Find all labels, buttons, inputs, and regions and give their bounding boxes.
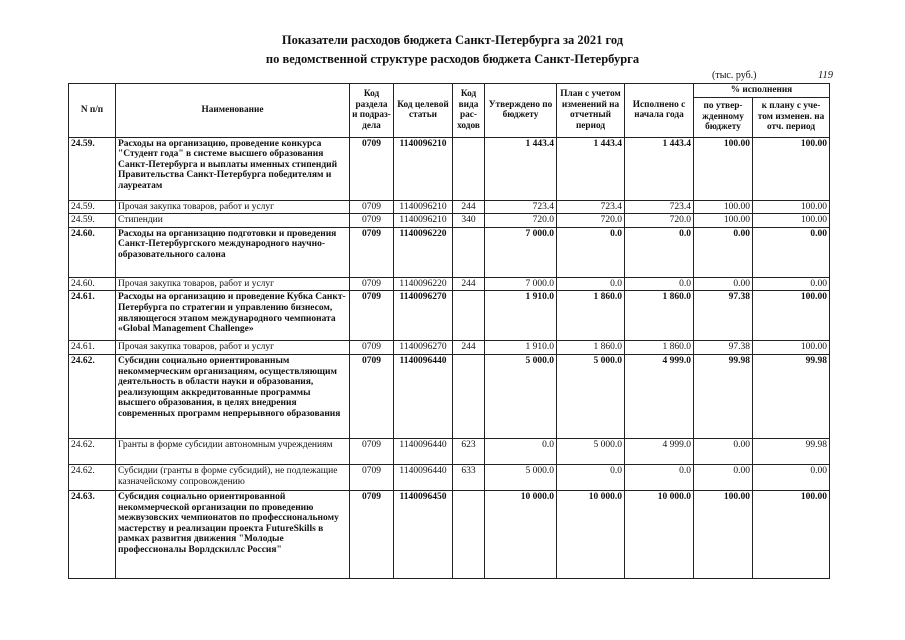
row-pct-budget: 100.00 bbox=[694, 214, 753, 228]
row-vid: 244 bbox=[453, 341, 485, 355]
row-cs: 1140096210 bbox=[394, 200, 453, 214]
row-num: 24.62. bbox=[69, 354, 116, 438]
header-done: Исполнено с начала года bbox=[625, 84, 694, 138]
row-pct-plan: 100.00 bbox=[753, 214, 830, 228]
row-razdel: 0709 bbox=[350, 200, 394, 214]
row-done: 4 999.0 bbox=[625, 438, 694, 464]
units-label: (тыс. руб.) bbox=[712, 70, 757, 81]
header-pct-plan: к плану с уче-том изменен. на отч. период bbox=[753, 97, 830, 137]
row-done: 4 999.0 bbox=[625, 354, 694, 438]
row-num: 24.62. bbox=[69, 464, 116, 490]
row-done: 723.4 bbox=[625, 200, 694, 214]
header-plan: План с учетом изменений на отчетный период bbox=[557, 84, 625, 138]
budget-table bbox=[68, 83, 830, 579]
row-plan: 0.0 bbox=[557, 464, 625, 490]
table-row bbox=[69, 137, 830, 200]
header-pct: % исполнения bbox=[694, 84, 830, 98]
header-cs: Код целевой статьи bbox=[394, 84, 453, 138]
row-cs: 1140096450 bbox=[394, 490, 453, 578]
row-name: Расходы на организацию и проведение Кубка Санкт-Петербурга по стратегии и управлению бизнесом, являющегося этапом международного чемпионата «Global Management Challenge» bbox=[116, 291, 350, 341]
row-razdel: 0709 bbox=[350, 214, 394, 228]
row-vid bbox=[453, 354, 485, 438]
row-pct-plan: 99.98 bbox=[753, 438, 830, 464]
row-name: Гранты в форме субсидии автономным учреждениям bbox=[116, 438, 350, 464]
row-pct-plan: 100.00 bbox=[753, 291, 830, 341]
row-pct-budget: 100.00 bbox=[694, 200, 753, 214]
table-row bbox=[69, 277, 830, 291]
row-pct-budget: 100.00 bbox=[694, 490, 753, 578]
row-plan: 1 860.0 bbox=[557, 341, 625, 355]
row-approved: 0.0 bbox=[485, 438, 557, 464]
row-name: Прочая закупка товаров, работ и услуг bbox=[116, 200, 350, 214]
row-pct-budget: 0.00 bbox=[694, 464, 753, 490]
row-num: 24.59. bbox=[69, 214, 116, 228]
header-vid: Код вида рас-ходов bbox=[453, 84, 485, 138]
row-vid bbox=[453, 227, 485, 277]
row-name: Прочая закупка товаров, работ и услуг bbox=[116, 277, 350, 291]
table-row bbox=[69, 291, 830, 341]
row-razdel: 0709 bbox=[350, 341, 394, 355]
row-pct-plan: 0.00 bbox=[753, 227, 830, 277]
row-approved: 1 910.0 bbox=[485, 291, 557, 341]
table-row bbox=[69, 464, 830, 490]
row-pct-plan: 100.00 bbox=[753, 490, 830, 578]
row-plan: 5 000.0 bbox=[557, 438, 625, 464]
row-pct-budget: 0.00 bbox=[694, 227, 753, 277]
row-done: 10 000.0 bbox=[625, 490, 694, 578]
row-pct-budget: 100.00 bbox=[694, 137, 753, 200]
row-name: Стипендии bbox=[116, 214, 350, 228]
row-pct-budget: 97.38 bbox=[694, 291, 753, 341]
header-pct-budget: по утвер-жденному бюджету bbox=[694, 97, 753, 137]
row-done: 0.0 bbox=[625, 277, 694, 291]
row-vid: 340 bbox=[453, 214, 485, 228]
row-plan: 0.0 bbox=[557, 277, 625, 291]
row-pct-plan: 100.00 bbox=[753, 200, 830, 214]
row-approved: 723.4 bbox=[485, 200, 557, 214]
row-pct-plan: 0.00 bbox=[753, 464, 830, 490]
row-name: Субсидии социально ориентированным некоммерческим организациям, осуществляющим деятельность в области науки и образования, реализующим аккредитованные программы высшего образования, в целях внедрения современных программ непрерывного образования bbox=[116, 354, 350, 438]
row-vid: 633 bbox=[453, 464, 485, 490]
header-razdel: Код раздела и подраз-дела bbox=[350, 84, 394, 138]
row-num: 24.62. bbox=[69, 438, 116, 464]
row-razdel: 0709 bbox=[350, 438, 394, 464]
row-done: 1 860.0 bbox=[625, 291, 694, 341]
row-razdel: 0709 bbox=[350, 490, 394, 578]
row-pct-budget: 0.00 bbox=[694, 277, 753, 291]
row-num: 24.60. bbox=[69, 227, 116, 277]
row-name: Расходы на организацию подготовки и проведения Санкт-Петербургского международного научно-образовательного салона bbox=[116, 227, 350, 277]
row-pct-budget: 0.00 bbox=[694, 438, 753, 464]
row-num: 24.61. bbox=[69, 291, 116, 341]
row-done: 1 443.4 bbox=[625, 137, 694, 200]
row-pct-plan: 0.00 bbox=[753, 277, 830, 291]
row-approved: 7 000.0 bbox=[485, 227, 557, 277]
table-row bbox=[69, 214, 830, 228]
row-vid bbox=[453, 291, 485, 341]
table-row bbox=[69, 490, 830, 578]
row-approved: 720.0 bbox=[485, 214, 557, 228]
row-name: Субсидии (гранты в форме субсидий), не подлежащие казначейскому сопровождению bbox=[116, 464, 350, 490]
row-plan: 1 443.4 bbox=[557, 137, 625, 200]
row-approved: 5 000.0 bbox=[485, 354, 557, 438]
table-row bbox=[69, 341, 830, 355]
row-razdel: 0709 bbox=[350, 137, 394, 200]
row-vid: 244 bbox=[453, 277, 485, 291]
row-plan: 10 000.0 bbox=[557, 490, 625, 578]
row-done: 1 860.0 bbox=[625, 341, 694, 355]
row-cs: 1140096220 bbox=[394, 277, 453, 291]
row-cs: 1140096440 bbox=[394, 464, 453, 490]
row-approved: 1 910.0 bbox=[485, 341, 557, 355]
row-plan: 1 860.0 bbox=[557, 291, 625, 341]
row-cs: 1140096270 bbox=[394, 341, 453, 355]
row-done: 720.0 bbox=[625, 214, 694, 228]
row-razdel: 0709 bbox=[350, 354, 394, 438]
row-name: Расходы на организацию, проведение конкурса "Студент года" в системе высшего образования Санкт-Петербурга и выплаты именных стипендий Правительства Санкт-Петербурга победителям и лауреатам bbox=[116, 137, 350, 200]
table-row bbox=[69, 227, 830, 277]
row-approved: 10 000.0 bbox=[485, 490, 557, 578]
row-vid bbox=[453, 137, 485, 200]
row-done: 0.0 bbox=[625, 464, 694, 490]
row-cs: 1140096210 bbox=[394, 137, 453, 200]
row-vid: 623 bbox=[453, 438, 485, 464]
row-cs: 1140096220 bbox=[394, 227, 453, 277]
row-done: 0.0 bbox=[625, 227, 694, 277]
row-pct-plan: 100.00 bbox=[753, 341, 830, 355]
row-num: 24.59. bbox=[69, 137, 116, 200]
page-number: 119 bbox=[818, 70, 833, 81]
header-name: Наименование bbox=[116, 84, 350, 138]
row-num: 24.61. bbox=[69, 341, 116, 355]
row-pct-plan: 100.00 bbox=[753, 137, 830, 200]
row-vid: 244 bbox=[453, 200, 485, 214]
row-name: Прочая закупка товаров, работ и услуг bbox=[116, 341, 350, 355]
row-num: 24.63. bbox=[69, 490, 116, 578]
row-razdel: 0709 bbox=[350, 464, 394, 490]
row-approved: 5 000.0 bbox=[485, 464, 557, 490]
row-pct-budget: 99.98 bbox=[694, 354, 753, 438]
row-cs: 1140096440 bbox=[394, 438, 453, 464]
row-plan: 720.0 bbox=[557, 214, 625, 228]
row-approved: 1 443.4 bbox=[485, 137, 557, 200]
row-plan: 0.0 bbox=[557, 227, 625, 277]
header-num: N п/п bbox=[69, 84, 116, 138]
row-pct-budget: 97.38 bbox=[694, 341, 753, 355]
row-cs: 1140096210 bbox=[394, 214, 453, 228]
row-cs: 1140096270 bbox=[394, 291, 453, 341]
report-subtitle: по ведомственной структуре расходов бюджета Санкт-Петербурга bbox=[265, 52, 640, 66]
row-approved: 7 000.0 bbox=[485, 277, 557, 291]
header-approved: Утверждено по бюджету bbox=[485, 84, 557, 138]
table-row bbox=[69, 200, 830, 214]
row-razdel: 0709 bbox=[350, 291, 394, 341]
row-num: 24.59. bbox=[69, 200, 116, 214]
row-cs: 1140096440 bbox=[394, 354, 453, 438]
row-razdel: 0709 bbox=[350, 227, 394, 277]
row-plan: 723.4 bbox=[557, 200, 625, 214]
table-row bbox=[69, 354, 830, 438]
row-name: Субсидия социально ориентированной некоммерческой организации по проведению межвузовских чемпионатов по профессиональному мастерству и реализации проекта FutureSkills в рамках развития движения "Молодые профессионалы Ворлдскиллс Россия" bbox=[116, 490, 350, 578]
row-pct-plan: 99.98 bbox=[753, 354, 830, 438]
table-row bbox=[69, 438, 830, 464]
row-num: 24.60. bbox=[69, 277, 116, 291]
row-vid bbox=[453, 490, 485, 578]
row-plan: 5 000.0 bbox=[557, 354, 625, 438]
row-razdel: 0709 bbox=[350, 277, 394, 291]
report-title: Показатели расходов бюджета Санкт-Петербурга за 2021 год bbox=[281, 33, 624, 47]
